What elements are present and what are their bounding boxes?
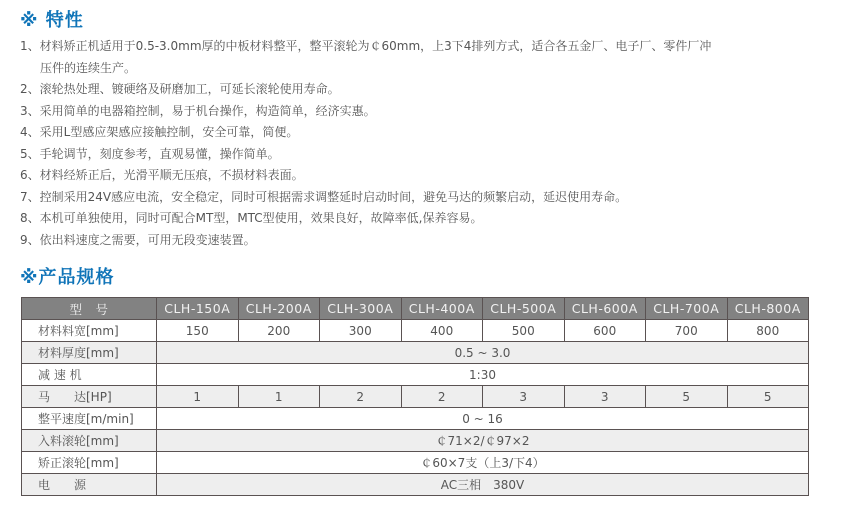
header-model: CLH-200A bbox=[238, 298, 320, 320]
cell-value: 1 bbox=[238, 386, 320, 408]
spec-row-motor bbox=[22, 386, 809, 408]
cell-value: 150 bbox=[157, 320, 239, 342]
feature-item: 3、采用简单的电器箱控制，易于机台操作，构造简单，经济实惠。 bbox=[20, 103, 376, 118]
spec-header-row bbox=[22, 298, 809, 320]
feature-item: 4、采用L型感应架感应接触控制，安全可靠，简便。 bbox=[20, 125, 299, 139]
cell-value: 3 bbox=[564, 386, 646, 408]
header-model: CLH-700A bbox=[646, 298, 728, 320]
header-model: CLH-800A bbox=[727, 298, 809, 320]
cell-value: 2 bbox=[401, 386, 483, 408]
feature-item: 7、控制采用24V感应电流，安全稳定，同时可根据需求调整延时启动时间，避免马达的频繁启动，延迟使用寿命。 bbox=[20, 189, 628, 204]
cell-value: AC三相 380V bbox=[157, 474, 809, 496]
spec-row-reducer bbox=[22, 364, 809, 386]
cell-value: 600 bbox=[564, 320, 646, 342]
row-label: 材料厚度[mm] bbox=[22, 342, 157, 364]
cell-value: 700 bbox=[646, 320, 728, 342]
cell-value: 3 bbox=[483, 386, 565, 408]
header-model-label: 型 号 bbox=[22, 298, 157, 320]
row-label: 整平速度[m/min] bbox=[22, 408, 157, 430]
feature-item: 2、滚轮热处理、镀硬络及研磨加工，可延长滚轮使用寿命。 bbox=[20, 82, 340, 96]
features-title: ※ 特性 bbox=[20, 10, 84, 31]
header-model: CLH-150A bbox=[157, 298, 239, 320]
cell-value: 1 bbox=[157, 386, 239, 408]
feature-text: 1、材料矫正机适用于0.5-3.0mm厚的中板材料整平，整平滚轮为￠60mm，上3下4排列方式，适合各五金厂、电子厂、零件厂冲 bbox=[20, 39, 712, 53]
spec-title: ※产品规格 bbox=[20, 267, 115, 288]
row-label: 入料滚轮[mm] bbox=[22, 430, 157, 452]
cell-value: 2 bbox=[320, 386, 402, 408]
cell-value: 0 ~ 16 bbox=[157, 408, 809, 430]
cell-value: 400 bbox=[401, 320, 483, 342]
spec-row-power bbox=[22, 474, 809, 496]
feature-text-continuation: 压件的连续生产。 bbox=[40, 60, 137, 75]
cell-value: ￠71×2/￠97×2 bbox=[157, 430, 809, 452]
row-label: 减 速 机 bbox=[22, 364, 157, 386]
row-label: 马 达[HP] bbox=[22, 386, 157, 408]
feature-item: 5、手轮调节，刻度参考，直观易懂，操作简单。 bbox=[20, 146, 280, 161]
cell-value: 300 bbox=[320, 320, 402, 342]
header-model: CLH-300A bbox=[320, 298, 402, 320]
header-model: CLH-400A bbox=[401, 298, 483, 320]
cell-value: ￠60×7支（上3/下4） bbox=[157, 452, 809, 474]
feature-item bbox=[20, 36, 850, 79]
spec-row-width bbox=[22, 320, 809, 342]
row-label: 矫正滚轮[mm] bbox=[22, 452, 157, 474]
header-model: CLH-600A bbox=[564, 298, 646, 320]
cell-value: 5 bbox=[727, 386, 809, 408]
cell-value: 500 bbox=[483, 320, 565, 342]
feature-item: 8、本机可单独使用，同时可配合MT型，MTC型使用，效果良好，故障率低,保养容易。 bbox=[20, 211, 483, 225]
cell-value: 0.5 ~ 3.0 bbox=[157, 342, 809, 364]
feature-item: 9、依出料速度之需要，可用无段变速装置。 bbox=[20, 232, 256, 247]
spec-row-level-roller bbox=[22, 452, 809, 474]
cell-value: 800 bbox=[727, 320, 809, 342]
spec-table bbox=[21, 297, 809, 496]
cell-value: 5 bbox=[646, 386, 728, 408]
feature-item: 6、材料经矫正后，光滑平顺无压痕，不损材料表面。 bbox=[20, 168, 304, 182]
spec-row-thickness bbox=[22, 342, 809, 364]
row-label: 材料料宽[mm] bbox=[22, 320, 157, 342]
cell-value: 200 bbox=[238, 320, 320, 342]
spec-row-speed bbox=[22, 408, 809, 430]
features-list bbox=[20, 36, 850, 251]
spec-row-feed-roller bbox=[22, 430, 809, 452]
row-label: 电 源 bbox=[22, 474, 157, 496]
cell-value: 1:30 bbox=[157, 364, 809, 386]
header-model: CLH-500A bbox=[483, 298, 565, 320]
